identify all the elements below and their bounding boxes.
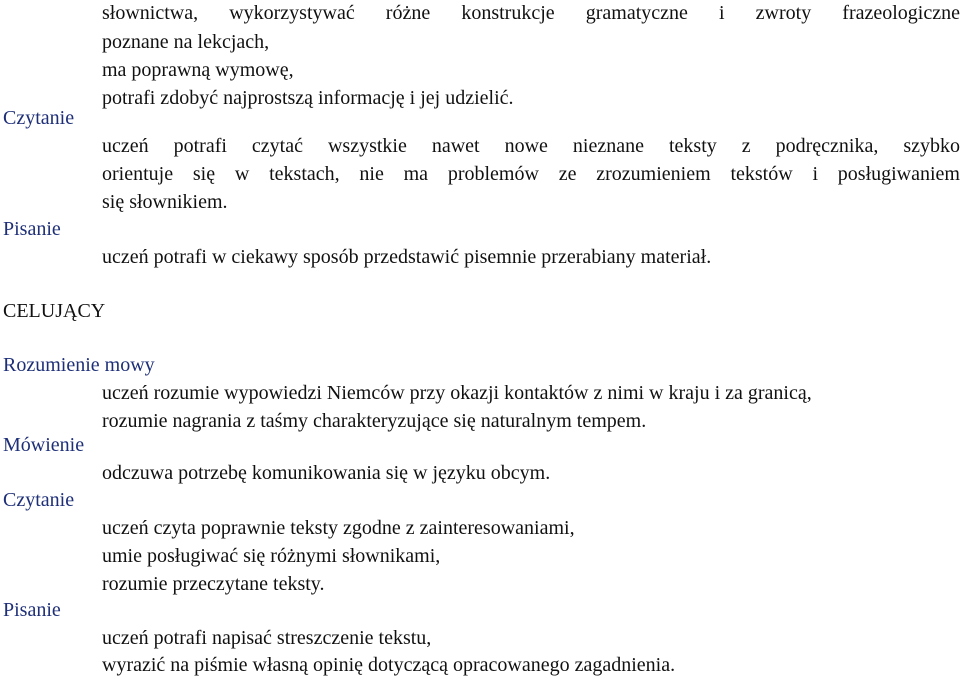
reading-line-1: uczeń czyta poprawnie teksty zgodne z zainteresowaniami,: [102, 517, 575, 539]
listening-line-1: uczeń rozumie wypowiedzi Niemców przy okazji kontaktów z nimi w kraju i za granicą,: [102, 382, 812, 404]
grade-title: CELUJĄCY: [3, 300, 106, 322]
intro-line-2: poznane na lekcjach,: [102, 31, 270, 53]
writing-label: Pisanie: [3, 599, 61, 621]
reading-prev-line-3: się słownikiem.: [102, 191, 228, 213]
reading-prev-line-1: uczeń potrafi czytać wszystkie nawet nowe nieznane teksty z podręcznika, szybko: [102, 135, 960, 157]
reading-label: Czytanie: [3, 489, 75, 511]
speaking-line-1: odczuwa potrzebę komunikowania się w języku obcym.: [102, 462, 551, 484]
writing-line-1: uczeń potrafi napisać streszczenie tekstu,: [102, 627, 432, 649]
intro-line-1: słownictwa, wykorzystywać różne konstrukcje gramatyczne i zwroty frazeologiczne: [102, 2, 960, 24]
reading-line-2: umie posługiwać się różnymi słownikami,: [102, 545, 441, 567]
intro-line-3: ma poprawną wymowę,: [102, 59, 294, 81]
speaking-label: Mówienie: [3, 434, 85, 456]
reading-prev-line-2: orientuje się w tekstach, nie ma problemów ze zrozumieniem tekstów i posługiwaniem: [102, 163, 960, 185]
listening-label: Rozumienie mowy: [3, 354, 155, 376]
writing-prev-label: Pisanie: [3, 218, 61, 240]
listening-line-2: rozumie nagrania z taśmy charakteryzujące się naturalnym tempem.: [102, 410, 647, 432]
reading-line-3: rozumie przeczytane teksty.: [102, 573, 325, 595]
reading-prev-label: Czytanie: [3, 107, 75, 129]
intro-line-4: potrafi zdobyć najprostszą informację i jej udzielić.: [102, 87, 514, 109]
writing-prev-line-1: uczeń potrafi w ciekawy sposób przedstawić pisemnie przerabiany materiał.: [102, 246, 712, 268]
writing-line-2: wyrazić na piśmie własną opinię dotyczącą opracowanego zagadnienia.: [102, 654, 676, 676]
